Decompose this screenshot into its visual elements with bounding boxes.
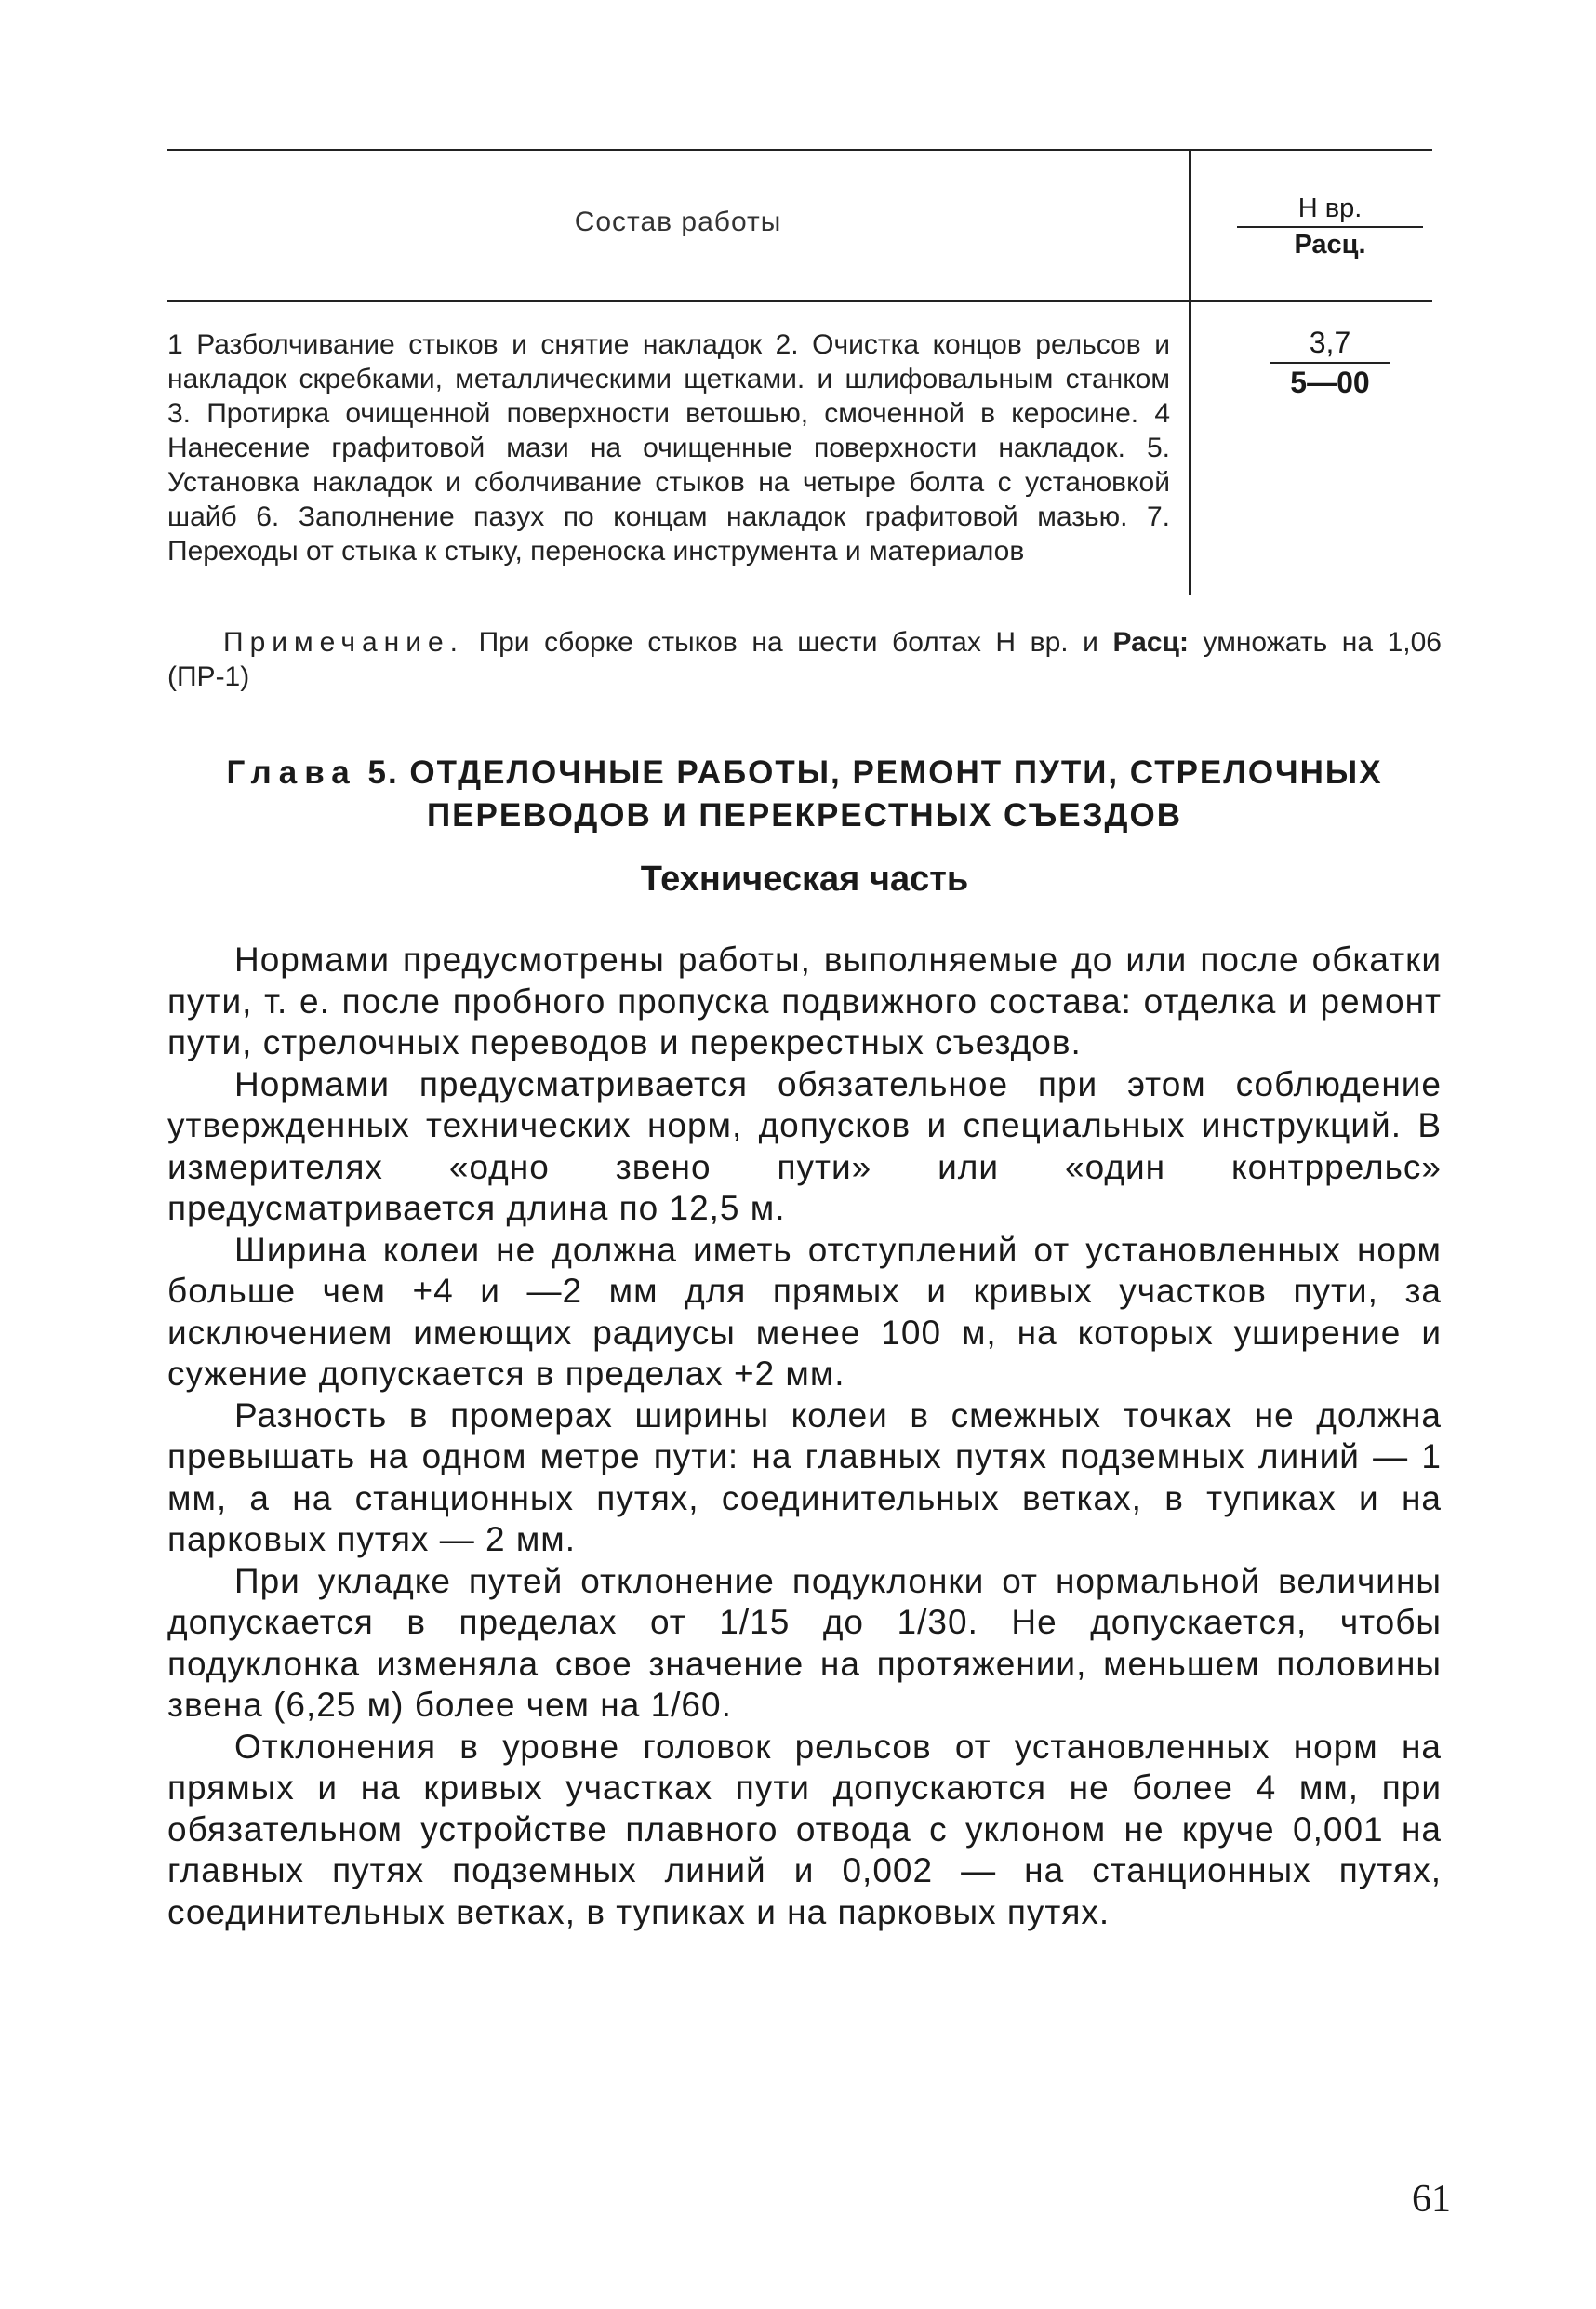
body-text: [167, 940, 1442, 1933]
chapter-lead: Глава: [226, 754, 357, 791]
paragraph: Нормами предусматривается обязательное при этом соблюдение утвержденных технических норм, допусков и специальных инструкций. В измерителях «одно звено пути» или «один контррельс» предусматривается длина по 12,5 м.: [167, 1064, 1442, 1227]
table-row-norm: [1237, 326, 1423, 400]
note-lead: Примечание.: [223, 627, 464, 658]
header-rate: Расц.: [1294, 230, 1366, 260]
table-note: [167, 625, 1442, 694]
table-header-rule: [167, 300, 1432, 302]
section-title: Техническая часть: [640, 860, 969, 899]
paragraph: Ширина колеи не должна иметь отступлений от установленных норм больше чем +4 и —2 мм для прямых и кривых участков пути, за исключением имеющих радиусы менее 100 м, на которых уширение и сужение допускается в пределах +2 мм.: [167, 1230, 1442, 1393]
paragraph: Отклонения в уровне головок рельсов от установленных норм на прямых и на кривых участках пути допускаются не более 4 мм, при обязательном устройстве плавного отвода с уклоном не круче 0,001 на главных путях подземных линий и 0,002 — на станционных путях, соединительных ветках, в тупиках и на парковых путях.: [167, 1727, 1442, 1931]
chapter-title-line2: ПЕРЕВОДОВ И ПЕРЕКРЕСТНЫХ СЪЕЗДОВ: [427, 797, 1182, 834]
table-column-divider: [1189, 149, 1191, 595]
paragraph: Нормами предусмотрены работы, выполняемые до или после обкатки пути, т. е. после пробного пропуска подвижного состава: отделка и ремонт пути, стрелочных переводов и перекрестных съездов.: [167, 941, 1442, 1061]
note-bold: Расц:: [1112, 627, 1189, 658]
note-text-b: умножать на 1,06 (ПР-1): [167, 627, 1442, 692]
header-norm-time: Н вр.: [1237, 194, 1423, 228]
table-header-norm: [1237, 194, 1423, 260]
note-text-a: При сборке стыков на шести болтах Н вр. и: [478, 627, 1098, 658]
row-norm-time: 3,7: [1270, 326, 1390, 364]
paragraph: При укладке путей отклонение подуклонки от нормальной величины допускается в пределах от 1/15 до 1/30. Не допускается, чтобы подуклонка изменяла свое значение на протяжении, меньшем половины звена (6,25 м) более чем на 1/60.: [167, 1561, 1442, 1724]
table-top-rule: [167, 149, 1432, 151]
page-number: 61: [1412, 2178, 1451, 2221]
table-row-work-description: 1 Разболчивание стыков и снятие накладок 2. Очистка концов рельсов и накладок скребками, металлическими щетками. и шлифовальным станком 3. Протирка очищенной поверхности ветошью, смоченной в керосине. 4 Нанесение графитовой мази на очищенные поверхности накладок. 5. Установка накладок и сболчивание стыков на четыре болта с установкой шайб 6. Заполнение пазух по концам накладок графитовой мазью. 7. Переходы от стыка к стыку, переноска инструмента и материалов: [167, 329, 1170, 567]
table-header-work: Состав работы: [574, 207, 782, 237]
paragraph: Разность в промерах ширины колеи в смежных точках не должна превышать на одном метре пути: на главных путях подземных линий — 1 мм, а на станционных путях, соединительных ветках, в тупиках и на парковых путях — 2 мм.: [167, 1395, 1442, 1558]
chapter-title-line1: 5. ОТДЕЛОЧНЫЕ РАБОТЫ, РЕМОНТ ПУТИ, СТРЕЛОЧНЫХ: [367, 754, 1383, 791]
row-rate: 5—00: [1290, 366, 1370, 399]
chapter-heading: [167, 752, 1442, 837]
